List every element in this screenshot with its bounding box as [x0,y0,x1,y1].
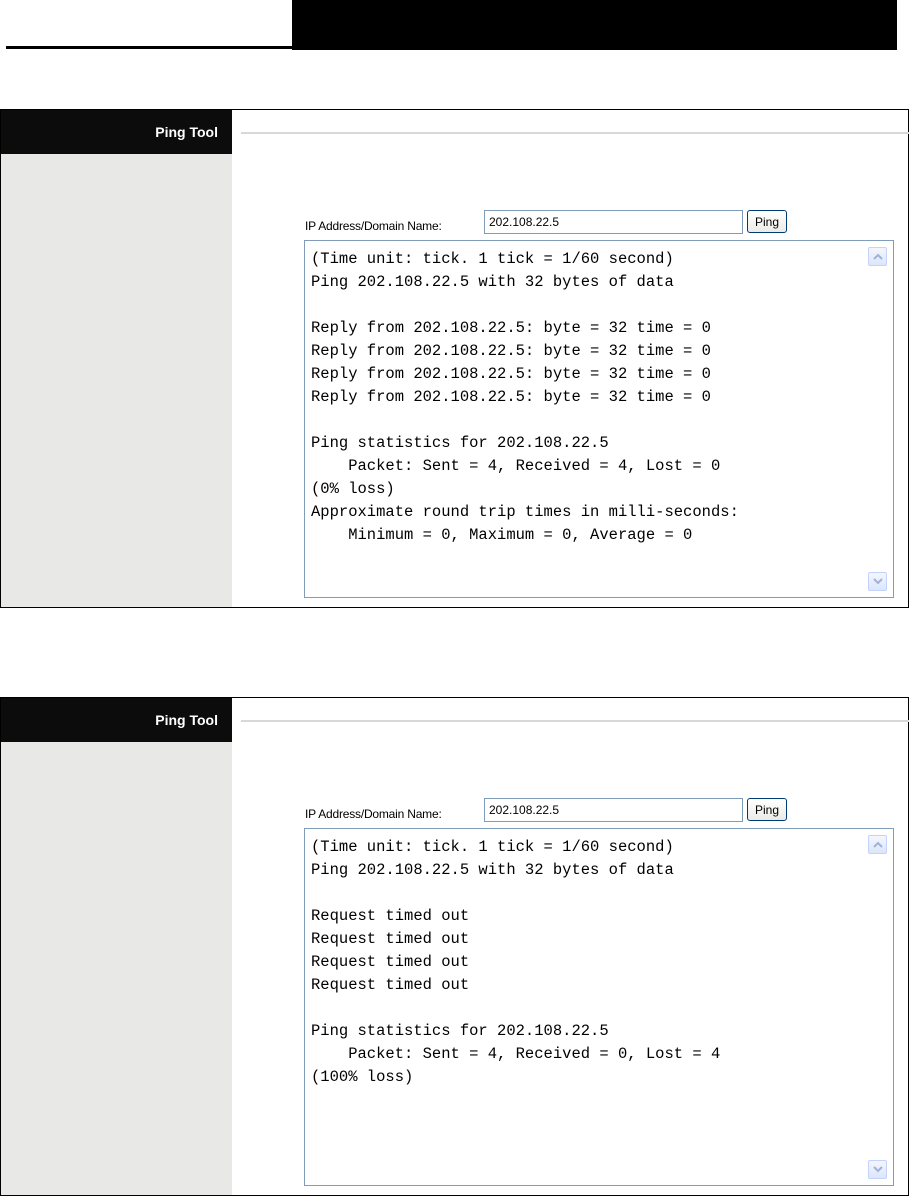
ip-address-input[interactable] [484,798,743,822]
ping-output-text: (Time unit: tick. 1 tick = 1/60 second) Ping 202.108.22.5 with 32 bytes of data Reply from 202.108.22.5: byte = 32 time = 0 Reply from 202.108.22.5: byte = 32 time = 0 Reply from 202.108.22.5: byte = 32 time = 0 Reply from 202.108.22.5: byte = 32 time = 0 Ping statistics for 202.108.22.5 Packet: Sent = 4, Received = 4, Lost = 0 (0% loss) Approximate round trip times in milli-seconds: Minimum = 0, Maximum = 0, Average = 0 [311,250,739,544]
sidebar [1,110,232,607]
sidebar-title: Ping Tool [1,698,232,742]
ping-button[interactable]: Ping [747,798,787,821]
chevron-up-icon[interactable] [868,835,887,854]
ping-tool-panel [0,109,909,608]
scrollbar[interactable] [863,829,893,1185]
ping-button[interactable]: Ping [747,210,787,233]
chevron-down-icon[interactable] [868,1160,887,1179]
sidebar [1,698,232,1195]
ping-tool-panel [0,697,909,1196]
ip-address-label: IP Address/Domain Name: [305,807,442,821]
scrollbar[interactable] [863,241,893,597]
ping-output-text: (Time unit: tick. 1 tick = 1/60 second) Ping 202.108.22.5 with 32 bytes of data Request timed out Request timed out Request timed out Request timed out Ping statistics for 202.108.22.5 Packet: Sent = 4, Received = 0, Lost = 4 (100% loss) [311,838,721,1086]
header-bar [292,0,897,50]
sidebar-title: Ping Tool [1,110,232,154]
ping-output-textarea[interactable] [304,828,894,1186]
divider [241,720,909,722]
divider [241,132,909,134]
header-underline [6,46,294,49]
ping-output-textarea[interactable] [304,240,894,598]
chevron-down-icon[interactable] [868,572,887,591]
ip-address-input[interactable] [484,210,743,234]
chevron-up-icon[interactable] [868,247,887,266]
ip-address-label: IP Address/Domain Name: [305,219,442,233]
